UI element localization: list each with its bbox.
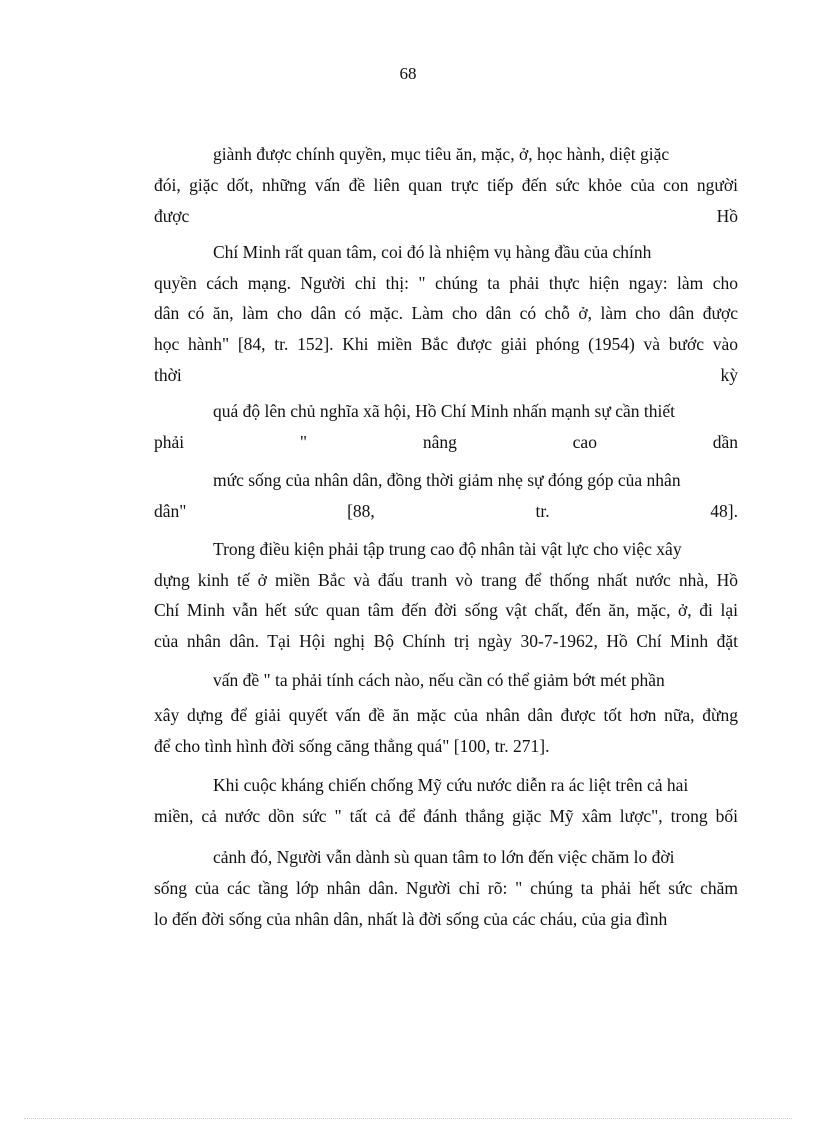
text-line: thời kỳ	[154, 365, 738, 385]
text-line: giành được chính quyền, mục tiêu ăn, mặc, ở, học hành, diệt giặc	[213, 144, 670, 164]
text-line: dựng kinh tế ở miền Bắc và đấu tranh vò trang để thống nhất nước nhà, Hồ	[154, 570, 738, 590]
text-line: học hành" [84, tr. 152]. Khi miền Bắc được giải phóng (1954) và bước vào	[154, 334, 738, 354]
text-line: cảnh đó, Người vẫn dành sù quan tâm to lớn đến việc chăm lo đời	[213, 847, 675, 867]
text-line: Chí Minh rất quan tâm, coi đó là nhiệm vụ hàng đầu của chính	[213, 242, 652, 262]
text-line: quá độ lên chủ nghĩa xã hội, Hồ Chí Minh nhấn mạnh sự cần thiết	[213, 401, 675, 421]
text-line: Chí Minh vẫn hết sức quan tâm đến đời sống vật chất, đến ăn, mặc, ở, đi lại	[154, 600, 738, 620]
page-number: 68	[399, 64, 417, 83]
text-line: quyền cách mạng. Người chỉ thị: " chúng ta phải thực hiện ngay: làm cho	[154, 273, 738, 293]
text-line: mức sống của nhân dân, đồng thời giảm nhẹ sự đóng góp của nhân	[213, 470, 681, 490]
text-line: Trong điều kiện phải tập trung cao độ nhân tài vật lực cho việc xây	[213, 539, 682, 559]
page-bottom-divider	[24, 1118, 792, 1119]
text-line: xây dựng để giải quyết vấn đề ăn mặc của nhân dân được tốt hơn nữa, đừng	[154, 705, 738, 725]
text-line: sống của các tầng lớp nhân dân. Người chỉ rõ: " chúng ta phải hết sức chăm	[154, 878, 738, 898]
text-line: dân" [88, tr. 48].	[154, 501, 738, 521]
text-line: của nhân dân. Tại Hội nghị Bộ Chính trị ngày 30-7-1962, Hồ Chí Minh đặt	[154, 631, 738, 651]
text-line: đói, giặc dốt, những vấn đề liên quan trực tiếp đến sức khỏe của con người	[154, 175, 738, 195]
text-line: Khi cuộc kháng chiến chống Mỹ cứu nước diễn ra ác liệt trên cả hai	[213, 775, 689, 795]
text-line: lo đến đời sống của nhân dân, nhất là đời sống của các cháu, của gia đình	[154, 909, 668, 929]
text-line: để cho tình hình đời sống căng thẳng quá" [100, tr. 271].	[154, 736, 550, 756]
text-line: miền, cả nước dồn sức " tất cả để đánh thắng giặc Mỹ xâm lược", trong bối	[154, 806, 738, 826]
text-line: được Hồ	[154, 206, 738, 226]
text-line: vấn đề " ta phải tính cách nào, nếu cần có thể giảm bớt mét phần	[213, 670, 665, 690]
text-line: dân có ăn, làm cho dân có mặc. Làm cho dân có chỗ ở, làm cho dân được	[154, 303, 738, 323]
text-line: phải " nâng cao dần	[154, 432, 738, 452]
